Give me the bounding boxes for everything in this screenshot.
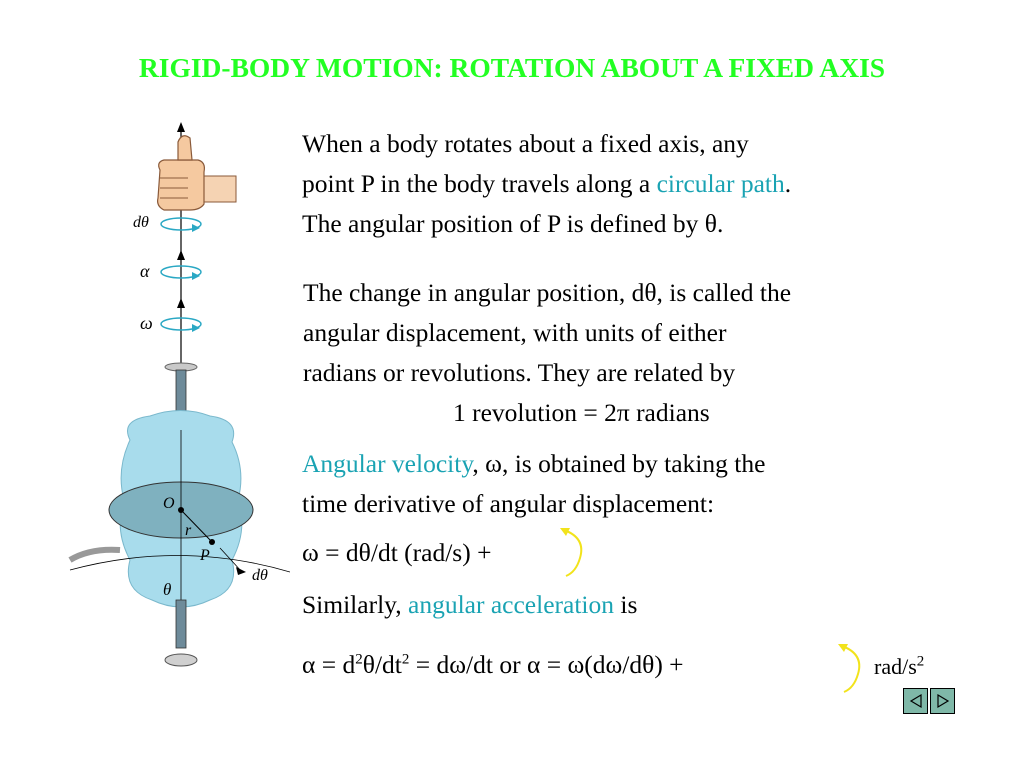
text-line: When a body rotates about a fixed axis, any xyxy=(302,129,749,158)
units-rad-per-s2: rad/$s^2$ xyxy=(874,653,925,679)
text-line: radians or revolutions. They are related by xyxy=(303,358,736,387)
text-line: The change in angular position, dθ, is called the xyxy=(303,278,792,307)
equation-omega: ω = dθ/dt (rad/s) + xyxy=(302,538,492,567)
highlight-angular-acceleration: angular acceleration xyxy=(408,590,615,619)
label-P: P xyxy=(200,547,210,564)
label-alpha: α xyxy=(140,261,150,281)
text-line: angular displacement, with units of either xyxy=(303,318,727,347)
label-theta: θ xyxy=(163,580,172,599)
text-line: time derivative of angular displacement: xyxy=(302,489,715,518)
next-slide-button[interactable] xyxy=(930,688,955,714)
right-hand-icon xyxy=(158,136,236,210)
slide-navigation xyxy=(903,688,955,714)
text-line: Similarly, angular acceleration is xyxy=(302,590,638,619)
rotation-arrow-icon xyxy=(836,640,866,696)
highlight-circular-path: circular path xyxy=(656,169,785,198)
triangle-right-icon xyxy=(935,693,951,709)
revolution-relation: 1 revolution = 2π radians xyxy=(453,398,710,427)
paragraph-angular-displacement xyxy=(303,273,791,433)
label-omega: ω xyxy=(140,313,153,333)
label-O: O xyxy=(163,495,175,512)
label-dtheta-top: dθ xyxy=(133,214,149,231)
label-dtheta-bottom: dθ xyxy=(252,567,268,584)
paragraph-fixed-axis xyxy=(302,124,791,244)
paragraph-angular-acceleration xyxy=(302,585,637,625)
label-r: r xyxy=(185,522,192,539)
highlight-angular-velocity: Angular velocity xyxy=(302,449,473,478)
page-title: RIGID-BODY MOTION: ROTATION ABOUT A FIXED AXIS xyxy=(138,52,886,83)
rotation-figure xyxy=(60,120,290,680)
previous-slide-button[interactable] xyxy=(903,688,928,714)
equation-alpha: $\alpha = d^2\theta/dt^2 = d\omega/dt$ or α = ω(dω/dθ) + xyxy=(302,650,684,679)
text-line: Angular velocity, ω, is obtained by taking the xyxy=(302,449,766,478)
text-line: point P in the body travels along a circular path. xyxy=(302,169,792,198)
text-line: The angular position of P is defined by θ. xyxy=(302,209,724,238)
rotation-arrow-icon xyxy=(558,524,588,580)
triangle-left-icon xyxy=(908,693,924,709)
paragraph-angular-velocity xyxy=(302,444,765,524)
